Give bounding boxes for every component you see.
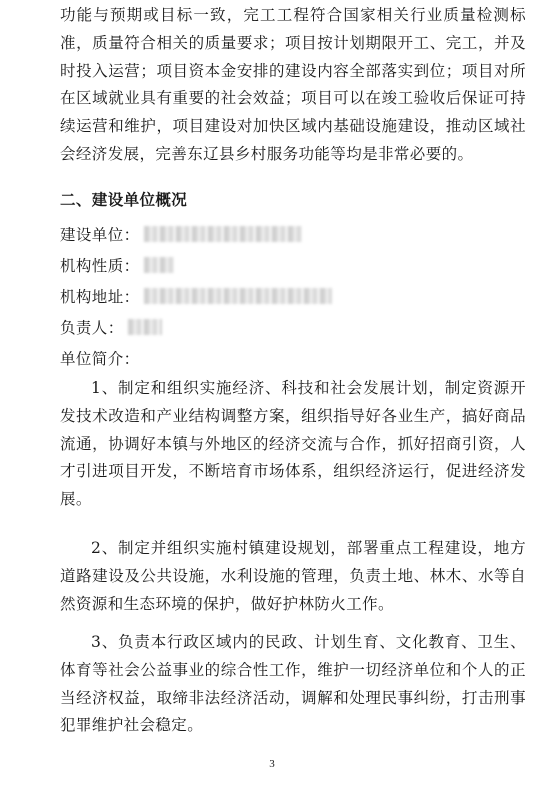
field-person: [60, 315, 162, 339]
field-person-label: 负责人：: [60, 319, 124, 337]
field-nature: [60, 253, 174, 277]
field-address: [60, 284, 332, 308]
field-nature-label: 机构性质：: [60, 257, 140, 275]
item-3-block: [60, 629, 526, 740]
redacted-unit-value: [144, 226, 302, 242]
section-heading: 二、建设单位概况: [60, 191, 188, 209]
field-address-label: 机构地址：: [60, 288, 140, 306]
field-unit-label: 建设单位：: [60, 226, 140, 244]
item-1-block: [60, 375, 526, 514]
page-number: 3: [269, 758, 275, 770]
redacted-person-value: [128, 319, 162, 335]
intro-paragraph-block: [60, 2, 526, 169]
intro-paragraph: 功能与预期或目标一致，完工工程符合国家相关行业质量检测标准，质量符合相关的质量要求；项目按计划期限开工、完工，并及时投入运营；项目资本金安排的建设内容全部落实到位；项目对所在区域就业具有重要的社会效益；项目可以在竣工验收后保证可持续运营和维护，项目建设对加快区域内基础设施建设，推动区域社会经济发展，完善东辽县乡村服务功能等均是非常必要的。: [60, 6, 526, 163]
list-item-1: 1、制定和组织实施经济、科技和社会发展计划，制定资源开发技术改造和产业结构调整方案，组织指导好各业生产，搞好商品流通，协调好本镇与外地区的经济交流与合作，抓好招商引资，人才引进项目开发，不断培育市场体系，组织经济运行，促进经济发展。: [60, 379, 526, 509]
item-2-block: [60, 535, 526, 618]
field-unit: [60, 222, 302, 246]
redacted-nature-value: [144, 257, 174, 273]
field-intro: [60, 346, 140, 370]
field-intro-label: 单位简介：: [60, 350, 140, 368]
list-item-3: 3、负责本行政区域内的民政、计划生育、文化教育、卫生、体育等社会公益事业的综合性工作，维护一切经济单位和个人的正当经济权益，取缔非法经济活动，调解和处理民事纠纷，打击刑事犯罪维护社会稳定。: [60, 633, 526, 735]
list-item-2: 2、制定并组织实施村镇建设规划，部署重点工程建设，地方道路建设及公共设施，水利设施的管理，负责土地、林木、水等自然资源和生态环境的保护，做好护林防火工作。: [60, 539, 526, 613]
redacted-address-value: [144, 288, 332, 304]
